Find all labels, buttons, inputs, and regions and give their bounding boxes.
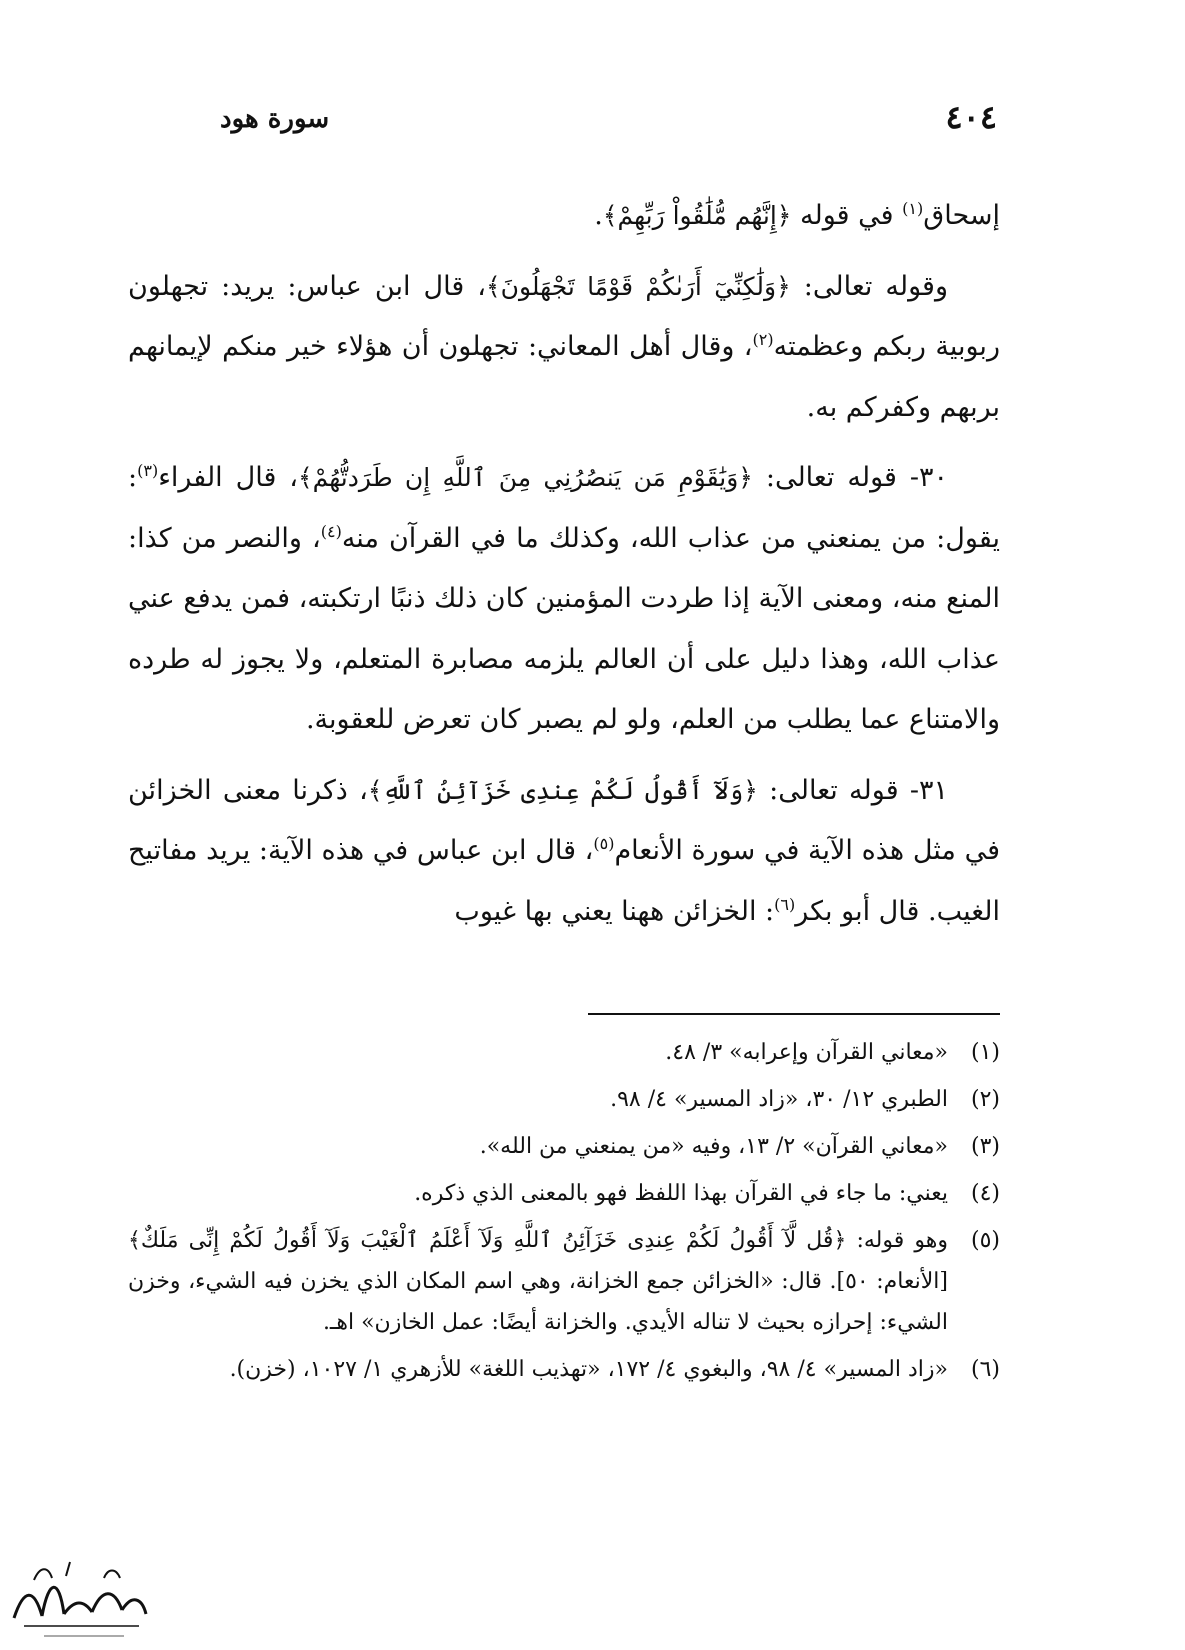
- footnote-text: وهو قوله: ﴿قُل لَّآ أَقُولُ لَكُمْ عِندِى خَزَآئِنُ ٱللَّهِ وَلَآ أَعْلَمُ ٱلْغَيْبَ وَلَآ أَقُولُ لَكُمْ إِنِّى مَلَكٌ﴾ [الأنعام: ٥٠]. قال: «الخزائن جمع الخزانة، وهي اسم المكان الذي يخزن فيه الشيء، وخزن الشيء: إحرازه بحيث لا تناله الأيدي. والخزانة أيضًا: عمل الخازن» اهـ.: [128, 1228, 948, 1335]
- text-run: ٣٠- قوله تعالى:: [752, 462, 948, 493]
- footnote-marker: (٥): [593, 834, 615, 853]
- page-header: [220, 96, 997, 146]
- footnote-text: الطبري ١٢/ ٣٠، «زاد المسير» ٤/ ٩٨.: [610, 1087, 948, 1112]
- footnote-number: (٢): [970, 1087, 1000, 1112]
- footnote-number: (٣): [970, 1134, 1000, 1159]
- footnote-marker: (٣): [137, 461, 159, 480]
- text-run: ، ذكرنا معنى الخزائن في مثل هذه الآية في سورة الأنعام: [128, 774, 1000, 866]
- main-text: [128, 186, 1000, 952]
- footnote-item: [128, 1032, 1000, 1073]
- footnote-item: [128, 1126, 1000, 1167]
- footnote-number: (٤): [970, 1181, 1000, 1206]
- paragraph-4: [128, 761, 1000, 943]
- text-run: ، قال الفراء: [158, 462, 298, 493]
- paragraph-2: [128, 257, 1000, 439]
- quran-verse: ﴿وَلَٰكِنِّيٓ أَرَىٰكُمْ قَوْمًا تَجْهَلُونَ﴾: [485, 271, 791, 301]
- footnote-item: [128, 1220, 1000, 1343]
- footnote-text: «زاد المسير» ٤/ ٩٨، والبغوي ٤/ ١٧٢، «تهذيب اللغة» للأزهري ١/ ١٠٢٧، (خزن).: [229, 1357, 948, 1382]
- footnote-text: يعني: ما جاء في القرآن بهذا اللفظ فهو بالمعنى الذي ذكره.: [414, 1181, 948, 1206]
- footnotes: [128, 1032, 1000, 1396]
- text-run: ، والنصر من كذا: المنع منه، ومعنى الآية إذا طردت المؤمنين كان ذلك ذنبًا ارتكبته، فمن يدفع عني عذاب الله، وهذا دليل على أن العالم يلزمه مصابرة المتعلم، ولا يجوز له طرده والامتناع عما يطلب من العلم، ولو لم يصبر كان تعرض للعقوبة.: [128, 522, 1000, 735]
- footnote-text: «معاني القرآن» ٢/ ١٣، وفيه «من يمنعني من الله».: [479, 1134, 948, 1159]
- text-run: ٣١- قوله تعالى:: [757, 774, 949, 806]
- footnote-number: (٥): [970, 1228, 1000, 1253]
- text-run: ، قال ابن عباس في هذه الآية: يريد مفاتيح الغيب. قال أبو بكر: [128, 835, 1000, 927]
- text-run: وقوله تعالى:: [790, 270, 948, 302]
- footnote-item: [128, 1173, 1000, 1214]
- text-run: ، قال ابن عباس: يريد: تجهلون ربوبية ربكم وعظمته: [128, 270, 1000, 362]
- paragraph-3: [128, 448, 1000, 751]
- quran-verse: ﴿إِنَّهُم مُّلَٰقُواْ رَبِّهِمْ﴾: [602, 201, 792, 230]
- footnote-number: (١): [970, 1040, 1000, 1065]
- footnote-number: (٦): [970, 1357, 1000, 1382]
- text-run: في قوله: [791, 200, 903, 231]
- text-run: إسحاق: [923, 200, 1000, 231]
- footnote-item: [128, 1349, 1000, 1390]
- page-number: ٤٠٤: [945, 98, 997, 136]
- footnote-marker: (٢): [752, 330, 774, 349]
- text-run: : يقول: من يمنعني من عذاب الله، وكذلك ما في القرآن منه: [128, 462, 1001, 554]
- quran-verse: ﴿وَيَٰقَوْمِ مَن يَنصُرُنِي مِنَ ٱللَّهِ إِن طَرَدتُّهُمْ﴾: [298, 463, 753, 492]
- surah-title: سورة هود: [220, 104, 330, 134]
- footnote-divider: [588, 1013, 1000, 1015]
- footnote-text: «معاني القرآن وإعرابه» ٣/ ٤٨.: [665, 1040, 948, 1065]
- footnote-item: [128, 1079, 1000, 1120]
- text-run: : الخزائن ههنا يعني بها غيوب: [454, 895, 775, 927]
- paragraph-1: [128, 186, 1000, 247]
- footnote-marker: (٤): [320, 521, 342, 541]
- quran-verse: ﴿وَلَآ أَقُولُ لَكُمْ عِندِى خَزَآئِنُ ٱللَّهِ﴾: [367, 775, 758, 805]
- footnote-marker: (١): [902, 199, 924, 218]
- text-run: ، وقال أهل المعاني: تجهلون أن هؤلاء خير منكم لإيمانهم بربهم وكفركم به.: [128, 331, 1000, 423]
- publisher-logo-icon: [4, 1548, 154, 1648]
- footnote-marker: (٦): [774, 894, 796, 914]
- text-run: .: [594, 200, 603, 231]
